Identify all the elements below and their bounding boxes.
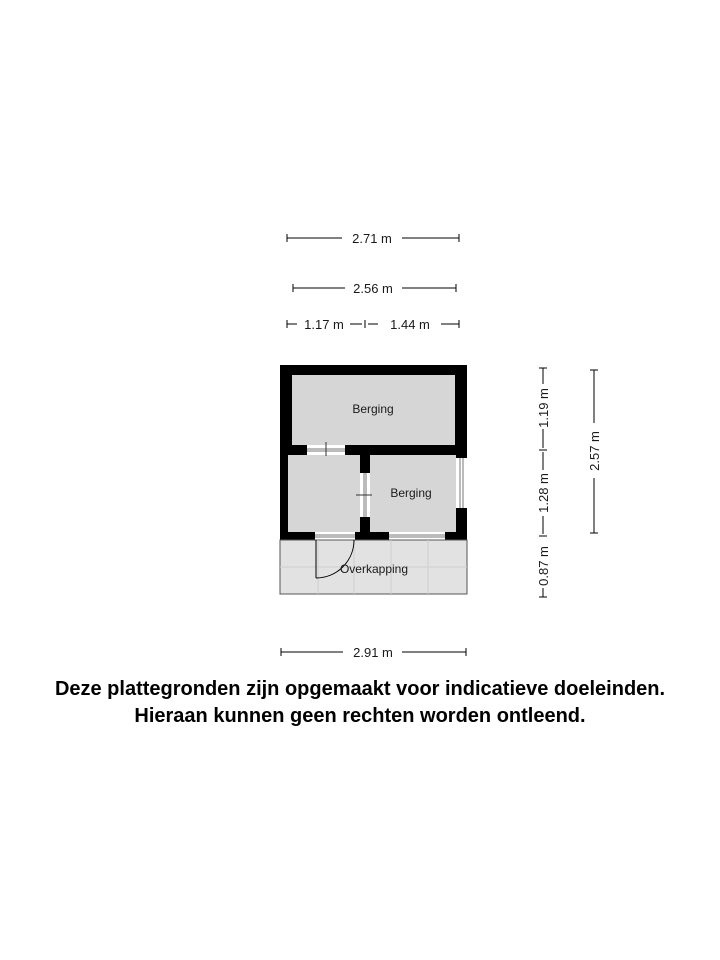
dimension-bottom-overall-label: 2.91 m: [353, 645, 393, 660]
disclaimer-line-1: Deze plattegronden zijn opgemaakt voor indicatieve doeleinden.: [54, 678, 666, 700]
dimension-right-total-label: 2.57 m: [587, 431, 602, 471]
dimension-right-upper-label: 1.19 m: [536, 388, 551, 428]
room-lower-storage-label: Berging: [390, 486, 432, 500]
door-bottom-left: [315, 532, 355, 540]
room-lower-left: [288, 455, 360, 532]
dimension-top-overall-label: 2.71 m: [352, 231, 392, 246]
dimension-top-left-label: 1.17 m: [304, 317, 344, 332]
room-upper-storage-label: Berging: [352, 402, 394, 416]
dimension-top-right-label: 1.44 m: [390, 317, 430, 332]
dimension-right-middle-label: 1.28 m: [536, 473, 551, 513]
dimension-right-lower-label: 0.87 m: [536, 546, 551, 586]
window-right: [456, 458, 467, 508]
window-bottom-right: [389, 532, 445, 540]
disclaimer-line-2: Hieraan kunnen geen rechten worden ontleend.: [134, 705, 586, 727]
canopy-label: Overkapping: [339, 562, 409, 576]
dimension-top-inner-label: 2.56 m: [353, 281, 393, 296]
